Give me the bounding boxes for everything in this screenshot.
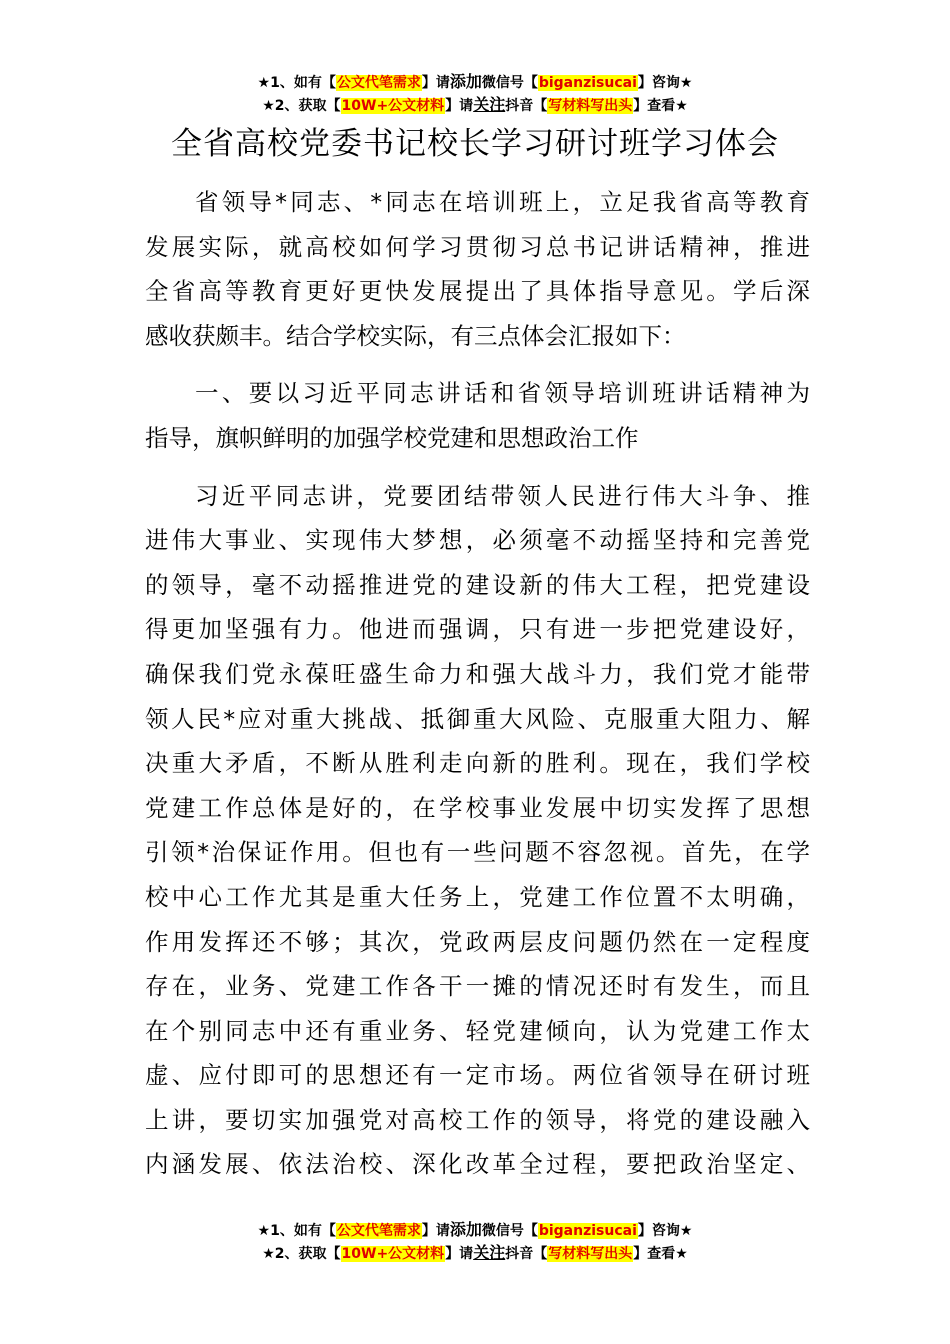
ad-highlight-douyin-account: 写材料写出头 bbox=[548, 98, 633, 114]
heading-line: 一、要以习近平同志讲话和省领导培训班讲话精神为 bbox=[195, 379, 810, 408]
ad-emphasis-add: 添加 bbox=[449, 72, 482, 91]
text-line: 全省高等教育更好更快发展提出了具体指导意见。学后深 bbox=[145, 277, 810, 306]
ad-emphasis-follow: 关注 bbox=[473, 95, 506, 114]
text-line: 领人民*应对重大挑战、抵御重大风险、克服重大阻力、解 bbox=[145, 704, 810, 733]
ad-text: 】请 bbox=[445, 98, 474, 114]
text-line: 省领导*同志、*同志在培训班上，立足我省高等教育 bbox=[195, 188, 810, 216]
text-line: 习近平同志讲，党要团结带领人民进行伟大斗争、推 bbox=[195, 481, 810, 510]
paragraph-section-1 bbox=[145, 474, 810, 1188]
text-line: 校中心工作尤其是重大任务上，党建工作位置不太明确， bbox=[145, 882, 810, 911]
document-body bbox=[145, 180, 810, 1187]
text-line: 作用发挥还不够；其次，党政两层皮问题仍然在一定程度 bbox=[145, 927, 810, 956]
text-line: 虚、应付即可的思想还有一定市场。两位省领导在研讨班 bbox=[145, 1061, 810, 1090]
section-heading-1 bbox=[145, 371, 810, 460]
ad-text: 】请 bbox=[421, 1223, 450, 1239]
ad-highlight-materials: 10W+公文材料 bbox=[341, 98, 445, 114]
text-line: 引领*治保证作用。但也有一些问题不容忽视。首先，在学 bbox=[145, 838, 810, 867]
text-line: 得更加坚强有力。他进而强调，只有进一步把党建设好， bbox=[145, 615, 810, 644]
ad-text: ★2、获取【 bbox=[262, 1246, 341, 1262]
ad-text: 微信号【 bbox=[481, 75, 538, 91]
text-line: 发展实际，就高校如何学习贯彻习总书记讲话精神，推进 bbox=[145, 232, 810, 261]
bottom-ad-banner bbox=[0, 1218, 950, 1264]
text-line: 在个别同志中还有重业务、轻党建倾向，认为党建工作太 bbox=[145, 1016, 810, 1045]
text-line: 决重大矛盾，不断从胜利走向新的胜利。现在，我们学校 bbox=[145, 749, 810, 778]
ad-highlight-wechat-id: biganzisucai bbox=[538, 1223, 637, 1239]
ad-highlight-ghostwriting: 公文代笔需求 bbox=[336, 1223, 421, 1239]
ad-text: 】请 bbox=[421, 75, 450, 91]
ad-highlight-douyin-account: 写材料写出头 bbox=[548, 1246, 633, 1262]
ad-highlight-ghostwriting: 公文代笔需求 bbox=[336, 75, 421, 91]
ad-text: 】咨询★ bbox=[637, 1223, 693, 1239]
ad-line-2 bbox=[0, 1241, 950, 1264]
text-line: 确保我们党永葆旺盛生命力和强大战斗力，我们党才能带 bbox=[145, 659, 810, 688]
ad-line-1 bbox=[0, 1218, 950, 1241]
ad-text: ★1、如有 bbox=[257, 1223, 322, 1239]
top-ad-banner bbox=[0, 70, 950, 116]
ad-emphasis-follow: 关注 bbox=[473, 1243, 506, 1262]
ad-text: ★2、获取【 bbox=[262, 98, 341, 114]
ad-emphasis-add: 添加 bbox=[449, 1220, 482, 1239]
ad-text: 抖音【 bbox=[505, 98, 548, 114]
text-line: 感收获颇丰。结合学校实际，有三点体会汇报如下： bbox=[145, 321, 686, 350]
text-line: 的领导，毫不动摇推进党的建设新的伟大工程，把党建设 bbox=[145, 570, 810, 599]
ad-text: 】查看★ bbox=[633, 1246, 688, 1262]
heading-line: 指导，旗帜鲜明的加强学校党建和思想政治工作 bbox=[145, 423, 639, 452]
paragraph-intro bbox=[145, 180, 810, 358]
ad-text: 微信号【 bbox=[481, 1223, 538, 1239]
ad-text: 】请 bbox=[445, 1246, 474, 1262]
text-line: 内涵发展、依法治校、深化改革全过程，要把政治坚定、 bbox=[145, 1150, 810, 1179]
text-line: 上讲，要切实加强党对高校工作的领导，将党的建设融入 bbox=[145, 1105, 810, 1134]
ad-line-2 bbox=[0, 93, 950, 116]
ad-text: 】查看★ bbox=[633, 98, 688, 114]
ad-highlight-materials: 10W+公文材料 bbox=[341, 1246, 445, 1262]
ad-line-1 bbox=[0, 70, 950, 93]
document-title: 全省高校党委书记校长学习研讨班学习体会 bbox=[171, 126, 779, 162]
ad-highlight-wechat-id: biganzisucai bbox=[538, 75, 637, 91]
ad-text: 抖音【 bbox=[505, 1246, 548, 1262]
ad-text: ★1、如有 bbox=[257, 75, 322, 91]
text-line: 进伟大事业、实现伟大梦想，必须毫不动摇坚持和完善党 bbox=[145, 526, 810, 555]
text-line: 党建工作总体是好的，在学校事业发展中切实发挥了思想 bbox=[145, 793, 810, 822]
text-line: 存在，业务、党建工作各干一摊的情况还时有发生，而且 bbox=[145, 972, 810, 1001]
ad-text: 】咨询★ bbox=[637, 75, 693, 91]
ad-text: 【 bbox=[321, 1223, 336, 1239]
ad-text: 【 bbox=[321, 75, 336, 91]
